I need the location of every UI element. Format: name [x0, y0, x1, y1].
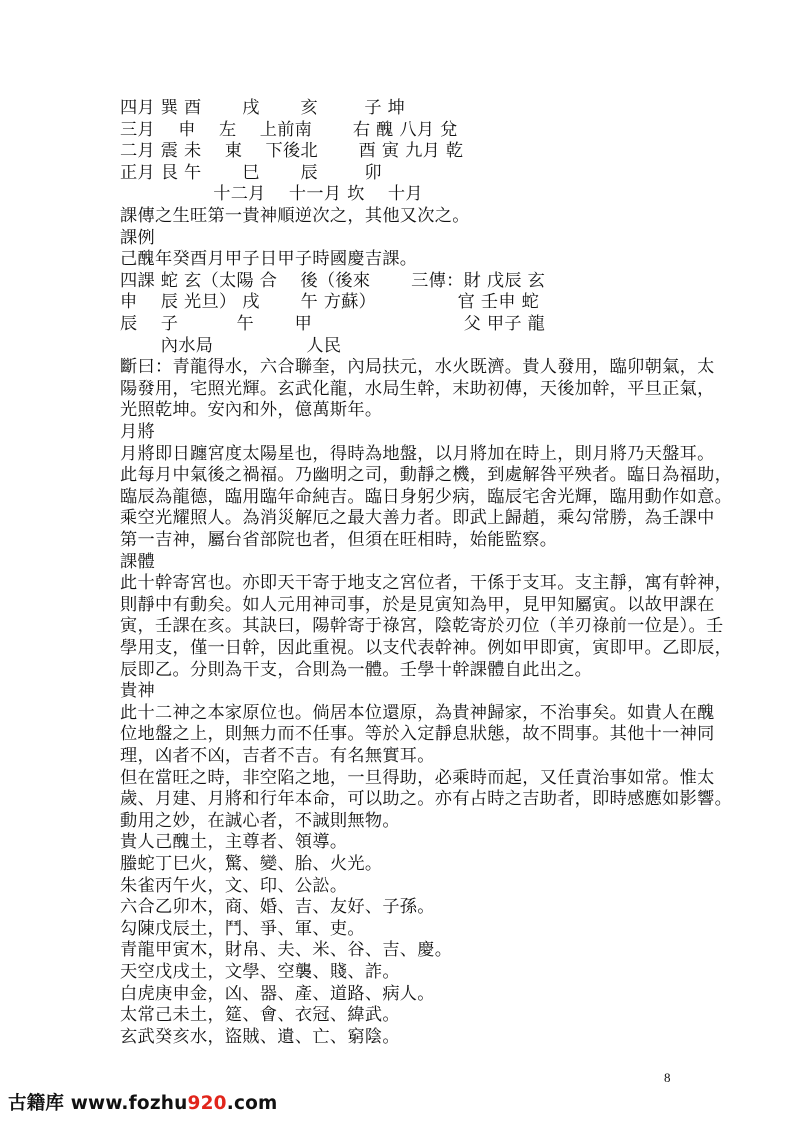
text-line: 臨辰為龍德，臨用臨年命純吉。臨日身躬少病，臨辰宅舍光輝，臨用動作如意。 — [120, 486, 733, 507]
watermark-prefix: 古籍库 www.fozhu — [8, 1093, 188, 1114]
section-heading: 課例 — [120, 227, 155, 248]
list-item: 朱雀丙午火，文、印、公訟。 — [120, 875, 348, 896]
text-line: 辰即乙。分則為干支，合則為一體。壬學十幹課體自此出之。 — [120, 659, 593, 680]
text-line: 此十二神之本家原位也。倘居本位還原，為貴神歸家，不治事矣。如貴人在醜 — [120, 702, 715, 723]
text-line: 乘空光耀照人。為消災解厄之最大善力者。即武上歸趙，乘勾常勝，為壬課中 — [120, 508, 715, 529]
text-line: 二月 震 未 東 下後北 酉 寅 九月 乾 — [120, 141, 464, 162]
text-line: 則靜中有動矣。如人元用神司事，於是見寅知為甲，見甲知屬寅。以故甲課在 — [120, 594, 715, 615]
list-item: 貴人己醜土，主尊者、領導。 — [120, 832, 348, 853]
text-line: 學用支，僅一日幹，因此重視。以支代表幹神。例如甲即寅，寅即甲。乙即辰， — [120, 638, 733, 658]
text-line: 十二月 十一月 坎 十月 — [120, 184, 423, 205]
text-line: 申 辰 光旦） 戌 午 方蘇） 官 壬申 蛇 — [120, 292, 540, 313]
text-line: 動用之妙，在誠心者，不誠則無物。 — [120, 810, 400, 831]
text-line: 第一吉神，屬台省部院也者，但須在旺相時，始能監察。 — [120, 530, 558, 550]
list-item: 太常己未土，筵、會、衣冠、緯武。 — [120, 1005, 400, 1026]
text-line: 寅，壬課在亥。其訣曰，陽幹寄于祿宮，陰乾寄於刃位（羊刃祿前一位是）。壬 — [120, 616, 724, 637]
section-heading: 貴神 — [120, 681, 155, 702]
text-line: 理，凶者不凶，吉者不吉。有名無實耳。 — [120, 746, 435, 766]
text-line: 四課 蛇 玄（太陽 合 後（後來 三傳：財 戊辰 玄 — [120, 270, 546, 291]
list-item: 白虎庚申金，凶、器、產、道路、病人。 — [120, 983, 435, 1004]
page-number: 8 — [664, 1070, 671, 1085]
list-item: 天空戊戌土，文學、空襲、賤、詐。 — [120, 962, 400, 982]
text-line: 四月 巽 酉 戌 亥 子 坤 — [120, 98, 406, 118]
text-line: 己醜年癸酉月甲子日甲子時國慶吉課。 — [120, 249, 418, 270]
watermark-highlight: 920 — [187, 1093, 227, 1114]
list-item: 螣蛇丁巳火，驚、變、胎、火光。 — [120, 854, 383, 874]
list-item: 青龍甲寅木，財帛、夫、米、谷、吉、慶。 — [120, 940, 453, 961]
text-line: 歲、月建、月將和行年本命，可以助之。亦有占時之吉助者，即時感應如影響。 — [120, 789, 733, 810]
site-watermark — [8, 1089, 278, 1115]
text-line: 月將即日躔宮度太陽星也，得時為地盤，以月將加在時上，則月將乃天盤耳。 — [120, 443, 715, 464]
text-line: 但在當旺之時，非空陷之地，一旦得助，必乘時而起，又任責治事如常。惟太 — [120, 767, 715, 788]
text-line: 位地盤之上，則無力而不任事。等於入定靜息狀態，故不問事。其他十一神同 — [120, 724, 715, 745]
section-heading: 課體 — [120, 551, 155, 572]
list-item: 玄武癸亥水，盜賊、遺、亡、窮陰。 — [120, 1026, 400, 1047]
text-line: 光照乾坤。安內和外，億萬斯年。 — [120, 400, 383, 421]
list-item: 六合乙卯木，商、婚、吉、友好、子孫。 — [120, 897, 435, 918]
list-item: 勾陳戊辰土，鬥、爭、軍、吏。 — [120, 918, 365, 939]
section-heading: 月將 — [120, 422, 155, 442]
text-line: 陽發用，宅照光輝。玄武化龍，水局生幹，末助初傳，天後加幹，平旦正氣， — [120, 378, 715, 399]
text-line: 此每月中氣後之禍福。乃幽明之司，動靜之機，到處解咎平殃者。臨日為福助， — [120, 465, 733, 486]
text-line: 內水局 人民 — [120, 335, 342, 356]
text-line: 此十幹寄宮也。亦即天干寄于地支之宮位者，干係于支耳。支主靜，寓有幹神， — [120, 573, 733, 594]
text-line: 辰 子 午 甲 父 甲子 龍 — [120, 314, 546, 334]
watermark-suffix: .com — [226, 1093, 278, 1114]
text-line: 正月 艮 午 巳 辰 卯 — [120, 162, 382, 183]
text-line: 斷曰：青龍得水，六合聯奎，內局扶元，水火既濟。貴人發用，臨卯朝氣，太 — [120, 357, 715, 378]
text-line: 三月 申 左 上前南 右 醜 八月 兌 — [120, 119, 458, 140]
text-line: 課傳之生旺第一貴神順逆次之，其他又次之。 — [120, 206, 470, 226]
